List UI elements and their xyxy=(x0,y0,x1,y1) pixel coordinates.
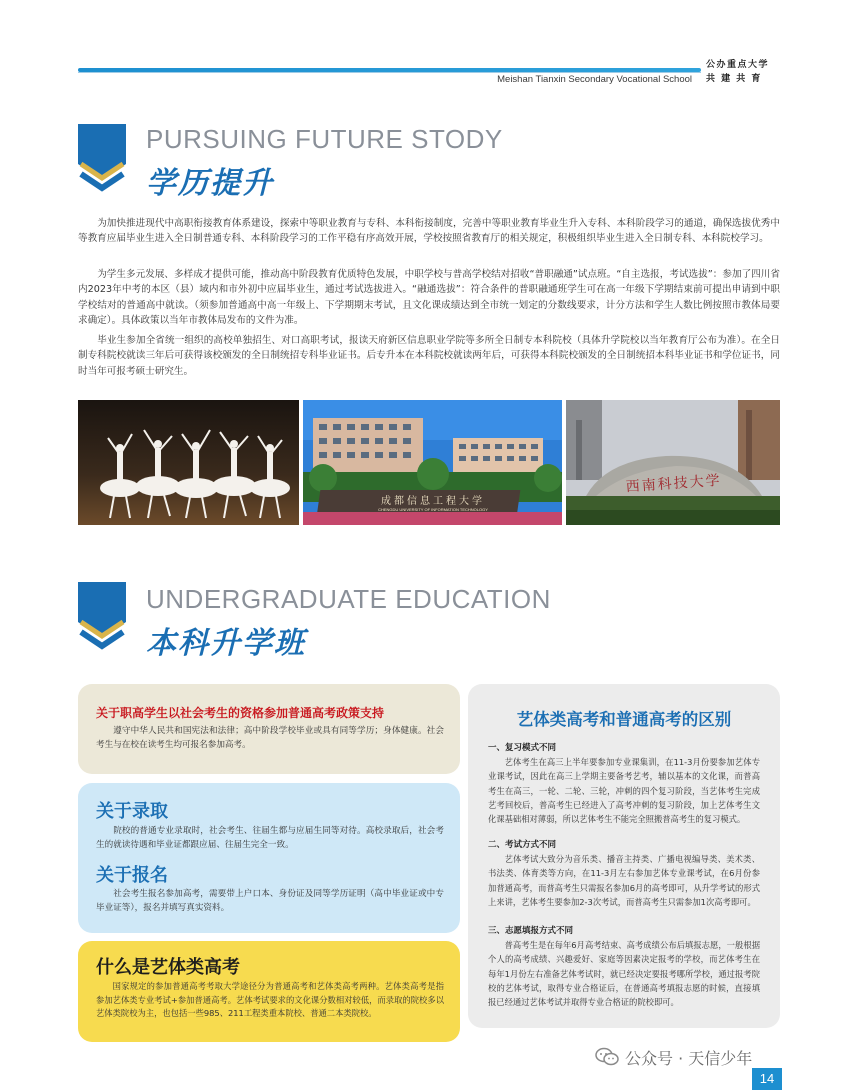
cuit-sign-text-en: CHENGDU UNIVERSITY OF INFORMATION TECHNOLOGY xyxy=(378,507,488,512)
section-title-cn: 本科升学班 xyxy=(146,626,306,661)
difference-text-2: 艺体考试大致分为音乐类、播音主持类、广播电视编导类、美术类、书法类、体育类等方向，在11-3月左右参加艺体专业课考试，在6月份参加普通高考，而普高考生只需报名参加6月的高考即可，从升学考试的形式上来讲，艺体考生要参加2-3次考试，而普高考生只需参加1次高考即可。 xyxy=(488,854,760,907)
policy-title: 关于职高学生以社会考生的资格参加普通高考政策支持 xyxy=(96,706,385,720)
section-title-en: UNDERGRADUATE EDUCATION xyxy=(146,584,551,614)
paragraph-intro: 为加快推进现代中高职衔接教育体系建设，探索中等职业教育与专科、本科衔接制度，完善中等职业教育毕业生升入专科、本科阶段学习的通道，确保选拔优秀中等教育应届毕业生进入全日制普通专科、本科阶段学习的工作平稳有序高效开展，学校按照省教育厅的相关规定，积极组织毕业生进入全日制专科、本科院校学习。 xyxy=(78,218,780,245)
paragraph-integration: 为学生多元发展、多样成才提供可能，推动高中阶段教育优质特色发展，中职学校与普高学校结对招收“普职融通”试点班。“自主选报，考试选拔”：参加了四川省内2023年中考的本区（县）域内和市外初中应届毕业生，通过考试选拔进入。“融通选拔”：符合条件的普职融通班学生可在高一年级下学期结束前可提出申请到中职学校结对的普通高中就读。（须参加普通高中高一年级上、下学期期末考试，且文化课成绩达到全市统一划定的分数线要求，计分方法和学生人数比例按照市教体局要求确定）。具体政策以当年市教体局发布的文件为准。 xyxy=(78,269,780,327)
chevron-emblem-icon xyxy=(78,124,126,194)
paragraph-college: 毕业生参加全省统一组织的高校单独招生、对口高职考试，报读天府新区信息职业学院等多所全日制专本科院校（具体升学院校以当年教育厅公布为准）。在全日制专科院校就读三年后可获得该校颁发的全日制统招专科毕业证书。后专升本在本科院校就读两年后，可获得本科院校颁发的全日制统招本科毕业证书和学位证书，同时当年可报考硕士研究生。 xyxy=(78,335,780,377)
difference-text-3: 普高考生是在每年6月高考结束、高考成绩公布后填报志愿，一般根据个人的高考成绩、兴趣爱好、家庭等因素决定报考的学校，而艺体考生在每年1月份左右准备艺体考试时，就已经决定要报考哪所学校，通过报考院校的艺体考试，取得专业合格证后，在普通高考填报志愿的时候，直接填报已经通过艺体考试并取得专业合格证的院校即可。 xyxy=(488,940,760,1008)
ballet-photo xyxy=(78,400,299,525)
policy-text: 遵守中华人民共和国宪法和法律；高中阶段学校毕业或具有同等学历；身体健康。社会考生与在校在读考生均可报名参加高考。 xyxy=(96,726,444,750)
page-number: 14 xyxy=(752,1068,782,1090)
difference-heading-1: 一、复习模式不同 xyxy=(488,743,557,753)
header-tagline-1: 公办重点大学 xyxy=(706,60,770,70)
art-exam-text: 国家规定的参加普通高考考取大学途径分为普通高考和艺体类高考两种。艺体类高考是指参加艺体类专业考试+参加普通高考。艺体考试要求的文化课分数相对较低，而录取的院校多以艺体类院校为主，也包括一些985、211工程类重本院校、普通二本类院校。 xyxy=(96,981,444,1018)
admission-text: 院校的普通专业录取时，社会考生、往届生都与应届生同等对待。高校录取后，社会考生的就读待遇和毕业证都跟应届、往届生完全一致。 xyxy=(96,826,444,850)
wechat-watermark xyxy=(595,1045,752,1069)
header-tagline-2: 共 建 共 育 xyxy=(706,74,762,84)
wechat-icon xyxy=(595,1047,619,1067)
header-tagline xyxy=(706,58,782,86)
school-name-en: Meishan Tianxin Secondary Vocational School xyxy=(497,74,692,85)
difference-text-1: 艺体考生在高三上半年要参加专业课集训，在11-3月份要参加艺体专业课考试，因此在高三上学期主要备考艺考，辅以基本的文化课，而普高考生在高三，一轮、二轮、三轮，冲刺的四个复习阶段，当艺体考生完成艺考回校后，普高考生已经进入了高考冲刺的复习阶段，加上艺体考生文化课基础相对薄弱，所以艺体考生不能完全照搬普高考生的复习模式。 xyxy=(488,757,760,825)
difference-heading-3: 三、志愿填报方式不同 xyxy=(488,926,574,936)
watermark-text: 公众号 · 天信少年 xyxy=(625,1048,753,1068)
registration-text: 社会考生报名参加高考，需要带上户口本、身份证及同等学历证明（高中毕业证或中专毕业证等），报名并填写真实资料。 xyxy=(96,889,444,913)
section-title-en: PURSUING FUTURE STODY xyxy=(146,124,503,154)
header-subrule xyxy=(78,72,701,73)
difference-title: 艺体类高考和普通高考的区别 xyxy=(516,710,732,729)
swust-sign-text: 西南科技大学 xyxy=(625,472,723,496)
art-exam-title: 什么是艺体类高考 xyxy=(96,957,240,978)
section-title-cn: 学历提升 xyxy=(146,166,274,201)
chevron-emblem-icon xyxy=(78,582,126,652)
difference-heading-2: 二、考试方式不同 xyxy=(488,840,557,850)
admission-title: 关于录取 xyxy=(96,801,168,822)
cuit-campus-photo xyxy=(303,400,562,525)
swust-campus-photo xyxy=(566,400,780,525)
registration-title: 关于报名 xyxy=(96,865,168,886)
cuit-sign-text: 成都信息工程大学 xyxy=(381,496,485,507)
